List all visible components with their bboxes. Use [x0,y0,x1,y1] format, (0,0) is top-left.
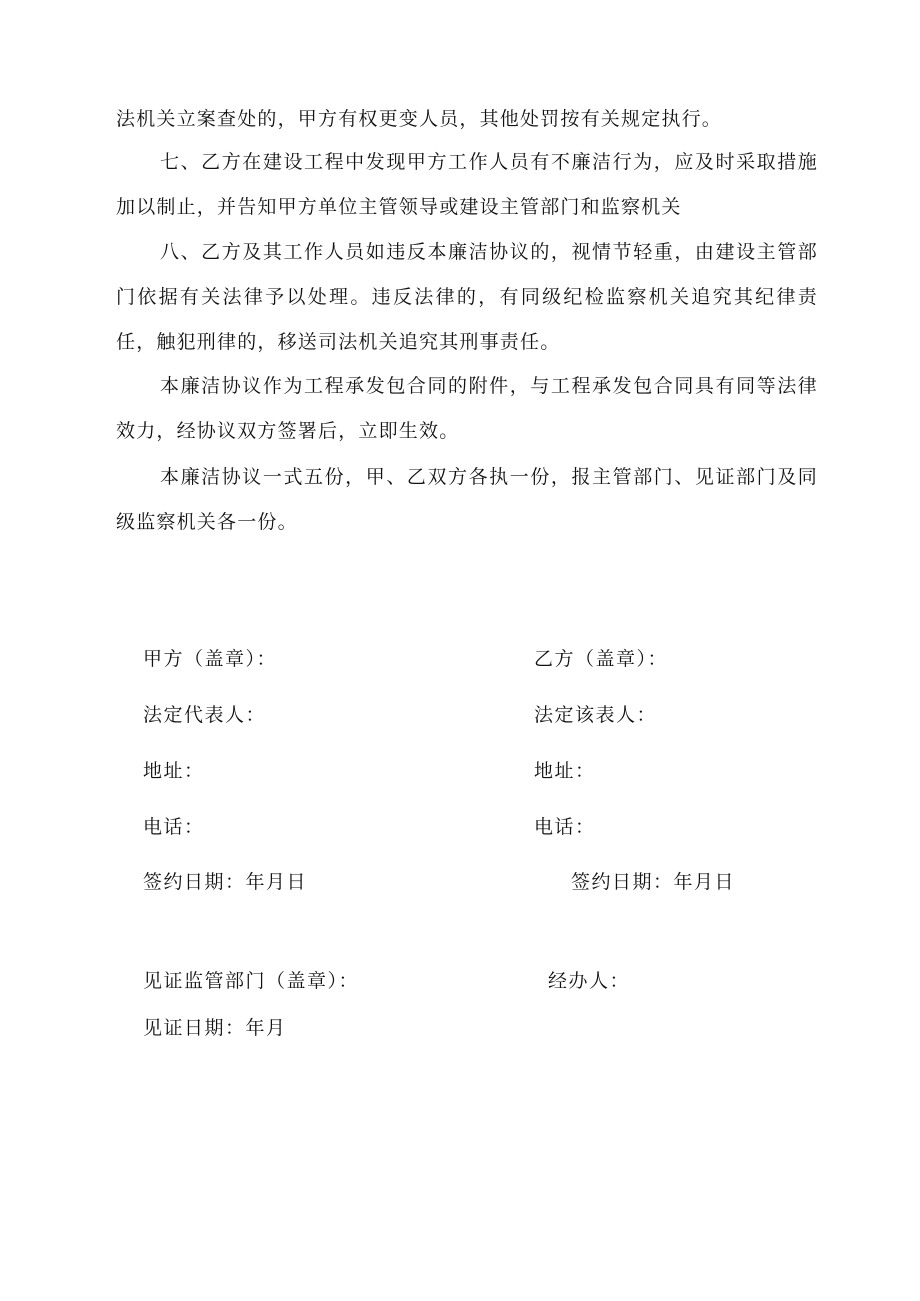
paragraph-clause-eight: 八、乙方及其工作人员如违反本廉洁协议的，视情节轻重，由建设主管部门依据有关法律予以处理。违反法律的，有同级纪检监察机关追究其纪律责任，触犯刑律的，移送司法机关追究其刑事责任。 [116,241,818,353]
party-b-phone-label: 电话： [534,816,596,838]
party-b-representative-label: 法定该表人： [534,704,658,726]
party-a-representative-label: 法定代表人： [143,704,267,726]
paragraph-copies: 本廉洁协议一式五份，甲、乙双方各执一份，报主管部门、见证部门及同级监察机关各一份。 [116,466,818,533]
party-a-phone-label: 电话： [143,816,205,838]
party-b-address-label: 地址： [534,760,596,782]
witness-department-label: 见证监管部门（盖章）： [143,970,360,992]
paragraph-clause-seven: 七、乙方在建设工程中发现甲方工作人员有不廉洁行为，应及时采取措施加以制止，并告知甲方单位主管领导或建设主管部门和监察机关 [116,151,818,218]
witness-date-label: 见证日期：年月 [143,1017,287,1039]
witness-handler-label: 经办人： [548,970,631,992]
party-b-date-label: 签约日期：年月日 [571,871,736,893]
party-b-seal-label: 乙方（盖章）： [534,648,669,670]
party-a-seal-label: 甲方（盖章）： [143,648,278,670]
paragraph-continuation: 法机关立案查处的，甲方有权更变人员，其他处罚按有关规定执行。 [116,108,723,130]
paragraph-legal-effect: 本廉洁协议作为工程承发包合同的附件，与工程承发包合同具有同等法律效力，经协议双方签署后，立即生效。 [116,375,818,442]
party-a-address-label: 地址： [143,760,205,782]
party-a-date-label: 签约日期：年月日 [143,871,308,893]
